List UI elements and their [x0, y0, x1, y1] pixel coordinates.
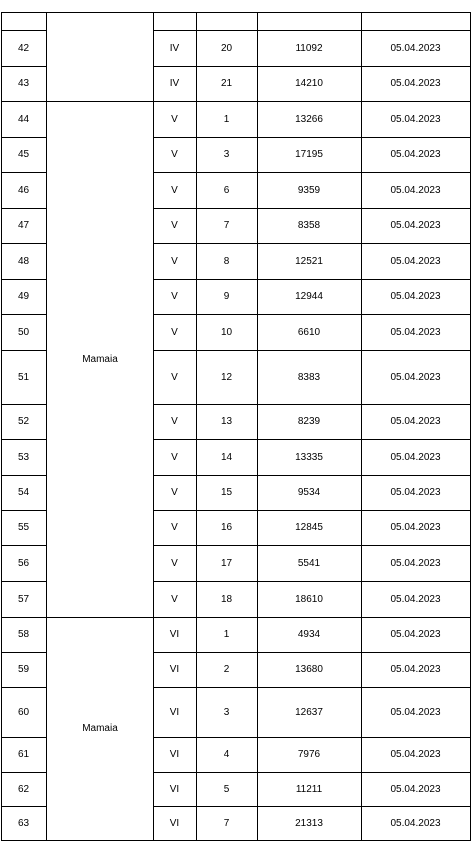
cell-nr [1, 12, 46, 30]
cell-lot: 12 [220, 371, 233, 383]
cell-nr: 54 [17, 487, 30, 498]
cell-date: 05.04.2023 [390, 817, 441, 829]
cell-area: 7976 [297, 749, 321, 760]
cell-area: 12944 [295, 291, 323, 302]
cell-date: 05.04.2023 [390, 783, 441, 795]
location-cell [47, 12, 153, 101]
cell-zone: VI [169, 629, 180, 640]
cell-nr: 58 [17, 629, 30, 640]
cell-area: 4934 [297, 629, 321, 640]
cell-area: 18610 [295, 593, 323, 605]
cell-nr: 48 [17, 255, 30, 267]
cell-lot: 15 [220, 487, 233, 498]
cell-lot: 2 [223, 664, 230, 675]
cell-area: 13335 [295, 451, 323, 463]
cell-area: 8358 [297, 220, 321, 231]
cell-area: 13266 [295, 113, 323, 125]
cell-zone: VI [169, 817, 180, 829]
cell-lot: 7 [223, 817, 230, 829]
cell-date: 05.04.2023 [390, 78, 441, 89]
cell-date: 05.04.2023 [390, 706, 441, 718]
cell-nr: 45 [17, 149, 30, 160]
cell-lot: 3 [223, 706, 230, 718]
cell-date: 05.04.2023 [390, 487, 441, 498]
cell-zone: V [171, 113, 178, 125]
cell-area: 14210 [295, 78, 323, 89]
cell-lot: 16 [220, 522, 233, 533]
cell-lot: 13 [220, 416, 233, 427]
cell-nr: 61 [17, 749, 30, 760]
cell-zone: IV [169, 78, 180, 89]
cell-zone: VI [169, 783, 180, 795]
cell-zone: V [171, 416, 178, 427]
cell-nr: 63 [17, 817, 30, 829]
cell-date: 05.04.2023 [390, 451, 441, 463]
cell-nr: 47 [17, 220, 30, 231]
cell-area: 11092 [295, 42, 323, 54]
location-cell: Mamaia [82, 723, 118, 734]
cell-date: 05.04.2023 [390, 522, 441, 533]
cell-zone: V [171, 487, 178, 498]
cell-date: 05.04.2023 [390, 557, 441, 569]
cell-zone: V [171, 184, 178, 196]
cell-area [257, 12, 361, 30]
cell-nr: 59 [17, 664, 30, 675]
cell-lot: 1 [223, 629, 230, 640]
table-bottom-rule [1, 840, 471, 841]
cell-date: 05.04.2023 [390, 291, 441, 302]
cell-zone: VI [169, 706, 180, 718]
cell-nr: 51 [17, 371, 30, 383]
cell-zone: V [171, 371, 178, 383]
cell-lot: 5 [223, 783, 230, 795]
cell-date: 05.04.2023 [390, 220, 441, 231]
cell-date: 05.04.2023 [390, 42, 441, 54]
cell-lot: 21 [220, 78, 233, 89]
cell-nr: 49 [17, 291, 30, 302]
cell-zone: V [171, 451, 178, 463]
cell-lot: 8 [223, 255, 230, 267]
cell-nr: 43 [17, 78, 30, 89]
cell-zone: V [171, 326, 178, 338]
cell-zone: V [171, 557, 178, 569]
cell-nr: 52 [17, 416, 30, 427]
cell-zone: V [171, 255, 178, 267]
cell-lot: 7 [223, 220, 230, 231]
cell-area: 17195 [295, 149, 323, 160]
cell-lot: 3 [223, 149, 230, 160]
cell-area: 11211 [295, 783, 323, 795]
cell-nr: 60 [17, 706, 30, 718]
cell-date: 05.04.2023 [390, 326, 441, 338]
cell-lot: 1 [223, 113, 230, 125]
cell-zone: V [171, 291, 178, 302]
cell-area: 8383 [297, 371, 321, 383]
cell-lot: 9 [223, 291, 230, 302]
cell-lot: 18 [220, 593, 233, 605]
cell-date: 05.04.2023 [390, 416, 441, 427]
cell-area: 12521 [295, 255, 323, 267]
cell-zone: V [171, 149, 178, 160]
cell-lot: 20 [220, 42, 233, 54]
cell-area: 9534 [297, 487, 321, 498]
cell-nr: 53 [17, 451, 30, 463]
cell-nr: 57 [17, 593, 30, 605]
cell-zone [153, 12, 196, 30]
cell-nr: 42 [17, 42, 30, 54]
cell-zone: V [171, 522, 178, 533]
cell-date [361, 12, 470, 30]
cell-date: 05.04.2023 [390, 149, 441, 160]
cell-zone: IV [169, 42, 180, 54]
cell-nr: 46 [17, 184, 30, 196]
cell-area: 12845 [295, 522, 323, 533]
cell-nr: 44 [17, 113, 30, 125]
cell-zone: V [171, 220, 178, 231]
cell-date: 05.04.2023 [390, 629, 441, 640]
cell-area: 5541 [297, 557, 321, 569]
cell-date: 05.04.2023 [390, 113, 441, 125]
cell-nr: 55 [17, 522, 30, 533]
cell-zone: VI [169, 749, 180, 760]
cell-date: 05.04.2023 [390, 371, 441, 383]
location-cell: Mamaia [82, 353, 118, 365]
cell-lot: 17 [220, 557, 233, 569]
cell-area: 12637 [295, 706, 323, 718]
cell-lot: 4 [223, 749, 230, 760]
cell-date: 05.04.2023 [390, 255, 441, 267]
cell-nr: 50 [17, 326, 30, 338]
cell-nr: 56 [17, 557, 30, 569]
cell-area: 13680 [295, 664, 323, 675]
cell-zone: V [171, 593, 178, 605]
cell-date: 05.04.2023 [390, 184, 441, 196]
cell-area: 8239 [297, 416, 321, 427]
cell-date: 05.04.2023 [390, 593, 441, 605]
cell-nr: 62 [17, 783, 30, 795]
cell-lot: 14 [220, 451, 233, 463]
cell-lot: 10 [220, 326, 233, 338]
cell-area: 9359 [297, 184, 321, 196]
cell-lot [196, 12, 257, 30]
cell-zone: VI [169, 664, 180, 675]
cell-lot: 6 [223, 184, 230, 196]
cell-date: 05.04.2023 [390, 749, 441, 760]
cell-area: 6610 [297, 326, 321, 338]
cell-area: 21313 [295, 817, 323, 829]
cell-date: 05.04.2023 [390, 664, 441, 675]
